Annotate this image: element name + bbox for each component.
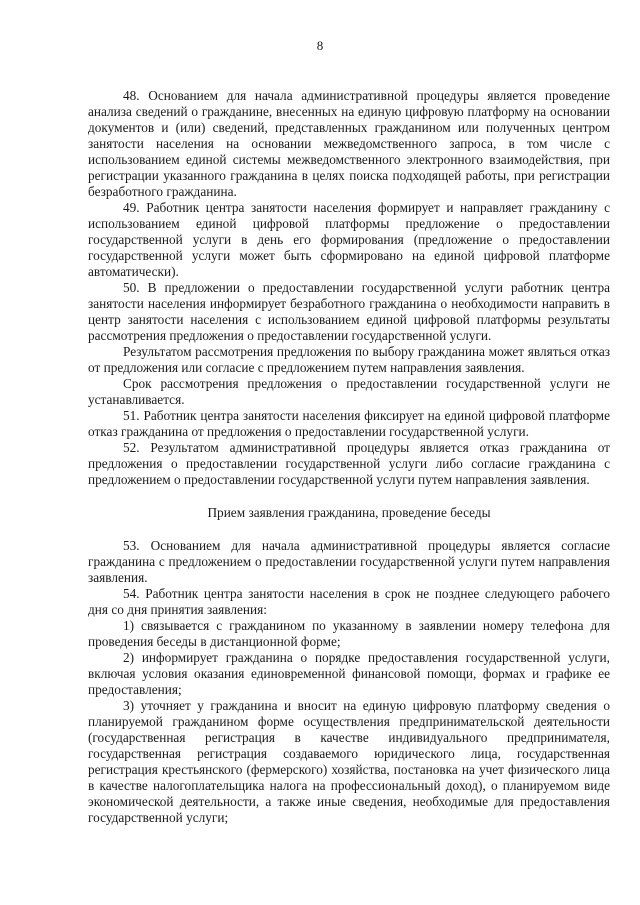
- paragraph-54-item-1: 1) связывается с гражданином по указанному в заявлении номеру телефона для проведения беседы в дистанционной форме;: [88, 618, 610, 649]
- paragraph-54: 54. Работник центра занятости населения в срок не позднее следующего рабочего дня со дня принятия заявления:: [88, 586, 610, 617]
- paragraph-50: 50. В предложении о предоставлении государственной услуги работник центра занятости населения информирует безработного гражданина о необходимости направить в центр занятости населения с использованием единой цифровой платформы результаты рассмотрения предложения о предоставлении государственной услуги.: [88, 280, 610, 343]
- section-heading: Прием заявления гражданина, проведение беседы: [207, 505, 491, 520]
- paragraph-52: 52. Результатом административной процедуры является отказ гражданина от предложения о предоставлении государственной услуги либо согласие гражданина с предложением о предоставлении государственной услуги путем направления заявления.: [88, 440, 610, 487]
- paragraph-51: 51. Работник центра занятости населения фиксирует на единой цифровой платформе отказ гражданина от предложения о предоставлении государственной услуги.: [88, 408, 610, 439]
- paragraph-53: 53. Основанием для начала административной процедуры является согласие гражданина с предложением о предоставлении государственной услуги путем направления заявления.: [88, 538, 610, 585]
- paragraphs-before-heading: [88, 88, 610, 488]
- paragraph-50-result: Результатом рассмотрения предложения по выбору гражданина может являться отказ от предложения или согласие с предложением путем направления заявления.: [88, 344, 610, 375]
- paragraph-50-term: Срок рассмотрения предложения о предоставлении государственной услуги не устанавливается.: [88, 376, 610, 407]
- paragraphs-after-heading: [88, 538, 610, 826]
- paragraph-49: 49. Работник центра занятости населения формирует и направляет гражданину с использованием единой цифровой платформы предложение о предоставлении государственной услуги в день его формирования (предложение о предоставлении государственной услуги может быть сформировано на единой цифровой платформе автоматически).: [88, 200, 610, 279]
- paragraph-54-item-3: 3) уточняет у гражданина и вносит на единую цифровую платформу сведения о планируемой гражданином форме осуществления предпринимательской деятельности (государственная регистрация в качестве индивидуального предпринимателя, государственная регистрация создаваемого юридического лица, государственная регистрация крестьянского (фермерского) хозяйства, постановка на учет физического лица в качестве налогоплательщика налога на профессиональный доход), о планируемом виде экономической деятельности, а также иные сведения, необходимые для предоставления государственной услуги;: [88, 698, 610, 825]
- paragraph-48: 48. Основанием для начала административной процедуры является проведение анализа сведений о гражданине, внесенных на единую цифровую платформу на основании документов и (или) сведений, представленных гражданином или полученных центром занятости населения на основании межведомственного запроса, в том числе с использованием единой системы межведомственного электронного взаимодействия, при регистрации указанного гражданина в целях поиска подходящей работы, при регистрации безработного гражданина.: [88, 88, 610, 199]
- paragraph-54-item-2: 2) информирует гражданина о порядке предоставления государственной услуги, включая условия оказания единовременной финансовой помощи, формах и графике ее предоставления;: [88, 650, 610, 697]
- page-number: 8: [316, 38, 324, 53]
